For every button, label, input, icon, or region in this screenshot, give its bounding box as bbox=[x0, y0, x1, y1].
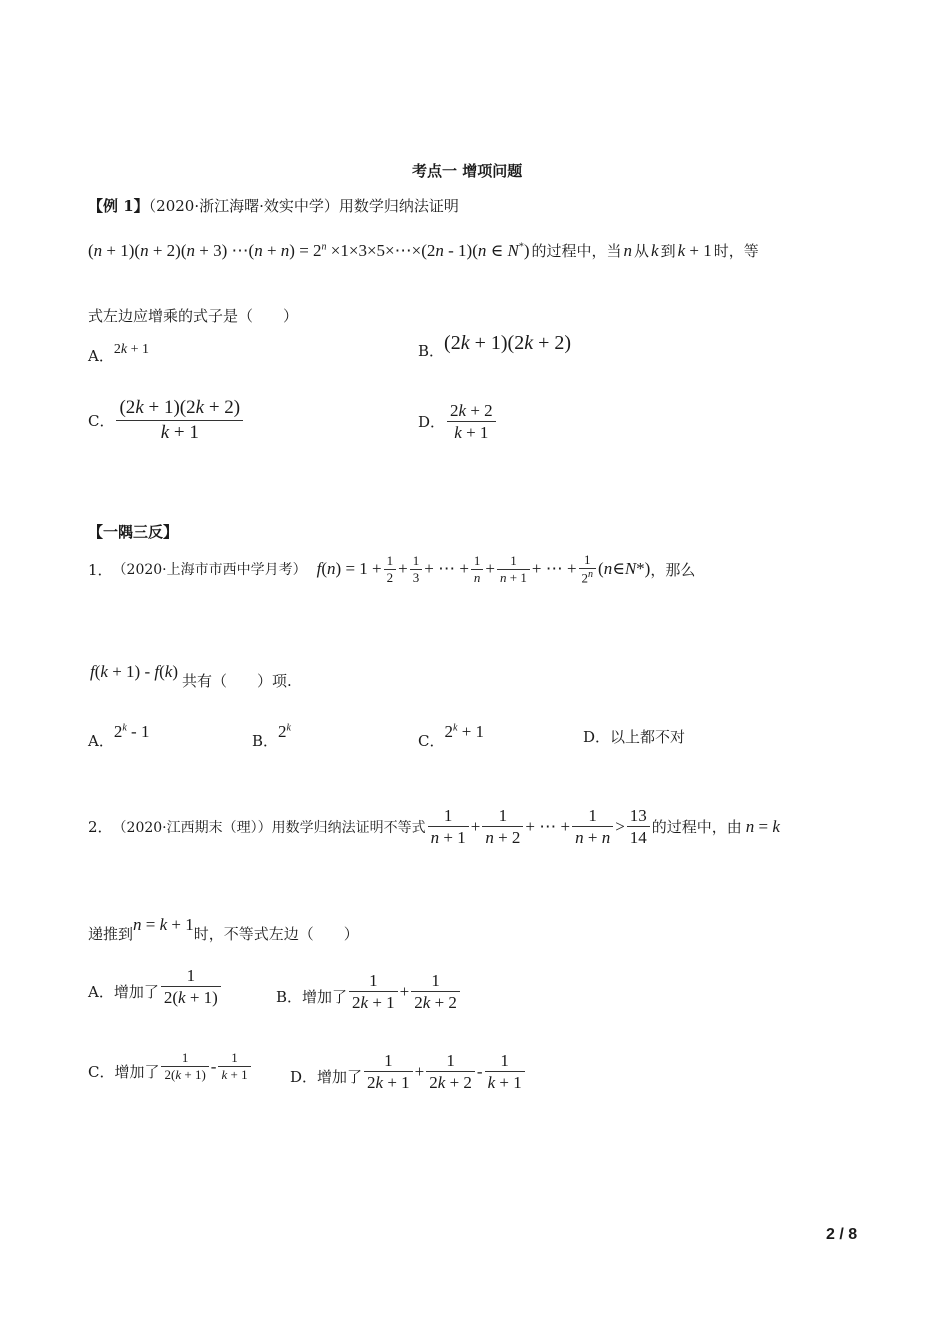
q1-number: 1． bbox=[88, 560, 113, 579]
page-number: 2 / 8 bbox=[826, 1226, 858, 1243]
option-b-label: B． bbox=[418, 342, 445, 360]
example-from: 从 bbox=[634, 242, 650, 260]
q2-n-eq-k-plus-1: n = k + 1 bbox=[133, 914, 194, 934]
example-option-a bbox=[88, 341, 149, 366]
q2-option-b-formula: $\frac{1}{2k + 1}$ + $\frac{1}{2k + 2}$ bbox=[347, 970, 462, 1014]
q2-option-a-fraction: $\frac{1}{2(k + 1)}$ bbox=[161, 965, 221, 1009]
example-to: 到 bbox=[660, 242, 676, 260]
practice-header: 【一隅三反】 bbox=[88, 523, 179, 541]
q1-option-c-label: C． bbox=[418, 732, 445, 750]
option-b-formula: (2k + 1)(2k + 2) bbox=[444, 332, 572, 354]
q2-option-c bbox=[88, 1050, 253, 1084]
q2-inequality: $\frac{1}{n + 1}$ + $\frac{1}{n + 2}$ + ⋯ + $\frac{1}{n + n}$ > $\frac{13}{14}$ bbox=[426, 805, 652, 849]
q1-option-d: D．以上都不对 bbox=[583, 728, 686, 746]
example-when: 时，等 bbox=[713, 242, 759, 260]
q2-n-eq-k: n = k bbox=[745, 816, 780, 836]
q2-option-c-formula: $\frac{1}{2(k + 1)}$ - $\frac{1}{k + 1}$ bbox=[159, 1050, 252, 1084]
q1-option-c-formula: $2^k + 1$ bbox=[444, 721, 485, 741]
q1-option-b bbox=[252, 712, 291, 751]
example-statement bbox=[88, 240, 759, 261]
q2-statement bbox=[88, 805, 780, 849]
q1-ask-line bbox=[90, 652, 292, 691]
example-source: （2020·浙江海曙·效实中学）用数学归纳法证明 bbox=[148, 197, 459, 215]
example-option-c bbox=[88, 396, 245, 445]
example-formula: (n + 1)(n + 2)(n + 3) ⋯(n + $n) = 2^n$ ×1×3×5×⋯×(2n - 1)(n ∈ N*) bbox=[88, 240, 530, 260]
q2-option-a bbox=[88, 965, 223, 1009]
option-d-label: D． bbox=[418, 413, 446, 432]
q1-option-a-label: A． bbox=[88, 732, 114, 750]
example-continuation: 式左边应增乘的式子是（ ） bbox=[88, 307, 299, 325]
var-k-plus-1: k + 1 bbox=[677, 240, 712, 260]
q2-option-b-label: B．增加了 bbox=[276, 988, 348, 1007]
section-title: 考点一 增项问题 bbox=[412, 162, 523, 180]
q2-option-a-label: A．增加了 bbox=[88, 983, 159, 1002]
q1-option-a bbox=[88, 712, 149, 751]
q2-option-d-formula: $\frac{1}{2k + 1}$ + $\frac{1}{2k + 2}$ - $\frac{1}{k + 1}$ bbox=[362, 1050, 527, 1094]
option-d-fraction: $\frac{2k + 2}{k + 1}$ bbox=[447, 400, 496, 444]
q1-statement bbox=[88, 552, 695, 587]
q2-source: （2020·江西期末（理））用数学归纳法证明不等式 bbox=[112, 819, 426, 836]
q1-option-b-formula: 2$^k$ bbox=[278, 721, 291, 741]
q2-option-d bbox=[290, 1050, 527, 1094]
q2-option-d-label: D．增加了 bbox=[290, 1068, 363, 1087]
q1-option-b-label: B． bbox=[252, 732, 279, 750]
example-mid-text: 的过程中，当 bbox=[531, 242, 622, 260]
q2-line2-pre: 递推到 bbox=[88, 925, 134, 943]
example-option-b bbox=[418, 332, 572, 361]
q1-tail: ，那么 bbox=[650, 560, 696, 579]
q2-option-b bbox=[276, 970, 462, 1014]
q1-difference: f(k + 1) - f(k) bbox=[90, 661, 178, 681]
q2-line2-post: 时，不等式左边（ ） bbox=[193, 925, 359, 943]
example-tag: 【例 1】 bbox=[88, 197, 149, 215]
q1-option-c bbox=[418, 712, 484, 751]
option-c-label: C． bbox=[88, 411, 115, 430]
example-option-d bbox=[418, 400, 498, 444]
example-header bbox=[88, 195, 459, 216]
q1-formula: f ( n ) = 1 + $\frac{1}{2}$ + $\frac{1}{3}$ + ⋯ + $\frac{1}{n}$ + $\frac{1}{n + 1}$ + ⋯ + $\frac{1}{2^n}$ ( n ∈ N *) bbox=[316, 552, 651, 586]
option-a-formula: 2k + 1 bbox=[113, 341, 149, 357]
q1-source: （2020·上海市市西中学月考） bbox=[112, 562, 307, 579]
q1-ask: 共有（ ）项. bbox=[182, 672, 292, 690]
q2-option-c-label: C．增加了 bbox=[88, 1063, 160, 1082]
q1-option-a-formula: 2$^k$ - 1 bbox=[113, 721, 150, 741]
var-k: k bbox=[651, 240, 659, 260]
q2-mid: 的过程中，由 bbox=[651, 818, 742, 837]
option-c-fraction: $\frac{(2k + 1)(2k + 2)}{k + 1}$ bbox=[116, 396, 243, 445]
option-a-label: A． bbox=[88, 347, 114, 365]
q2-number: 2． bbox=[88, 818, 113, 837]
var-n: n bbox=[623, 240, 632, 260]
q2-line2 bbox=[88, 905, 359, 944]
